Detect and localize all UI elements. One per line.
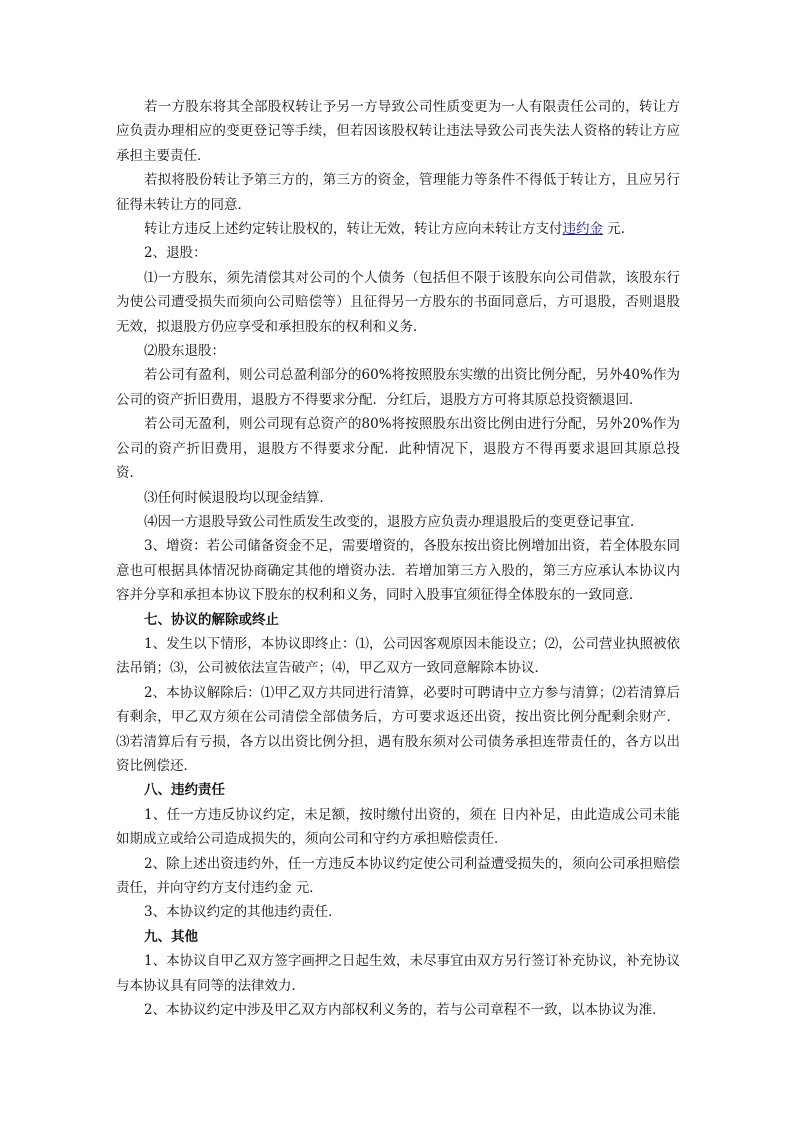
clause-liability-2: 2、除上述出资违约外，任一方违反本协议约定使公司利益遭受损失的，须向公司承担赔偿责任，并向守约方支付违约金 元． (116, 855, 680, 896)
document-body (116, 95, 680, 1022)
clause-liability-1: 1、任一方违反协议约定，未足额，按时缴付出资的，须在 日内补足，由此造成公司未能如期成立或给公司造成损失的，须向公司和守约方承担赔偿责任． (116, 806, 680, 848)
clause-withdrawal-item-3: ⑶任何时候退股均以现金结算． (144, 489, 333, 506)
clause-other-1: 1、本协议自甲乙双方签字画押之日起生效，未尽事宜由双方另行签订补充协议，补充协议与本协议具有同等的法律效力． (116, 953, 680, 994)
paragraph-share-transfer-one-person: 若一方股东将其全部股权转让予另一方导致公司性质变更为一人有限责任公司的，转让方应负责办理相应的变更登记等手续，但若因该股权转让违法导致公司丧失法人资格的转让方应承担主要责任． (116, 99, 680, 164)
paragraph-text: 转让方违反上述约定转让股权的，转让无效，转让方应向未转让方支付 (144, 221, 563, 238)
clause-withdrawal-item-2: ⑵股东退股： (144, 343, 225, 360)
clause-capital-increase: 3、增资：若公司储备资金不足，需要增资的，各股东按出资比例增加出资，若全体股东同意也可根据具体情况协商确定其他的增资办法．若增加第三方入股的，第三方应承认本协议内容并分享和承担本协议下股东的权利和义务，同时入股事宜须征得全体股东的一致同意． (116, 538, 680, 604)
clause-withdrawal-item-4: ⑷因一方退股导致公司性质发生改变的，退股方应负责办理退股后的变更登记事宜． (144, 513, 644, 530)
clause-withdrawal-title: 2、退股： (144, 245, 207, 262)
paragraph-profit-case: 若公司有盈利，则公司总盈利部分的60%将按照股东实缴的出资比例分配，另外40%作为公司的资产折旧费用，退股方不得要求分配．分红后，退股方方可将其原总投资额退回． (116, 367, 680, 408)
section-heading-termination: 七、协议的解除或终止 (144, 611, 279, 628)
clause-other-2: 2、本协议约定中涉及甲乙双方内部权利义务的，若与公司章程不一致，以本协议为准． (144, 1002, 666, 1019)
penalty-link[interactable]: 违约金 (562, 221, 603, 238)
clause-liability-3: 3、本协议约定的其他违约责任． (144, 904, 342, 921)
clause-termination-2: 2、本协议解除后：⑴甲乙双方共同进行清算，必要时可聘请中立方参与清算；⑵若清算后有剩余，甲乙双方须在公司清偿全部债务后，方可要求返还出资，按出资比例分配剩余财产．⑶若清算后有亏损，各方以出资比例分担，遇有股东须对公司债务承担连带责任的，各方以出资比例偿还． (116, 684, 680, 774)
section-heading-other: 九、其他 (144, 928, 198, 945)
clause-withdrawal-item-1: ⑴一方股东，须先清偿其对公司的个人债务（包括但不限于该股东向公司借款，该股东行为使公司遭受损失而须向公司赔偿等）且征得另一方股东的书面同意后，方可退股，否则退股无效，拟退股方仍应享受和承担股东的权利和义务． (116, 269, 680, 335)
paragraph-transfer-violation (116, 217, 680, 241)
paragraph-transfer-third-party: 若拟将股份转让予第三方的，第三方的资金，管理能力等条件不得低于转让方，且应另行征得未转让方的同意． (116, 172, 680, 213)
section-heading-liability: 八、违约责任 (144, 782, 225, 799)
paragraph-text: 元． (603, 221, 635, 238)
paragraph-no-profit-case: 若公司无盈利，则公司现有总资产的80%将按照股东出资比例由进行分配，另外20%作为公司的资产折旧费用，退股方不得要求分配．此种情况下，退股方不得再要求退回其原总投资． (116, 416, 680, 482)
clause-termination-1: 1、发生以下情形，本协议即终止：⑴，公司因客观原因未能设立；⑵，公司营业执照被依法吊销；⑶，公司被依法宣告破产；⑷，甲乙双方一致同意解除本协议． (116, 635, 680, 677)
